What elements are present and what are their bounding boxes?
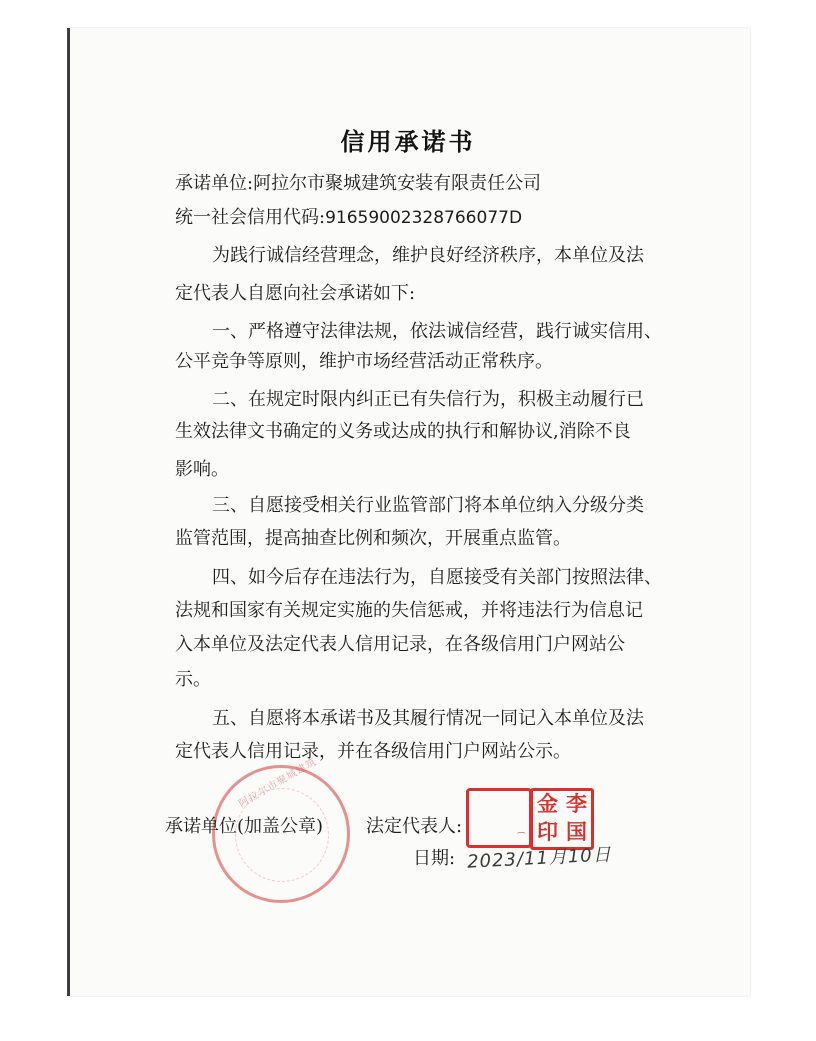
item3-line-1: 三、自愿接受相关行业监管部门将本单位纳入分级分类 (212, 495, 644, 516)
document-title: 信用承诺书 (340, 127, 476, 156)
item1-line-2: 公平竞争等原则，维护市场经营活动正常秩序。 (175, 351, 553, 372)
seal-text: 阿拉尔市聚城建筑 (237, 756, 319, 810)
sign-unit-label: 承诺单位(加盖公章) (165, 816, 324, 837)
stamp-char: 李 (566, 792, 587, 816)
legal-rep-label: 法定代表人: (366, 816, 463, 837)
item1-line-1: 一、严格遵守法律法规，依法诚信经营，践行诚实信用、 (212, 321, 662, 342)
credit-code-line (175, 206, 522, 230)
handwritten-date: 2023/11月10日 (466, 844, 613, 873)
page-edge (68, 28, 70, 996)
intro-line-2: 定代表人自愿向社会承诺如下: (175, 283, 416, 304)
item4-line-1: 四、如今后存在违法行为，自愿接受有关部门按照法律、 (212, 567, 662, 588)
item2-line-3: 影响。 (175, 459, 229, 480)
unit-line: 承诺单位:阿拉尔市聚城建筑安装有限责任公司 (175, 173, 542, 194)
item4-line-2: 法规和国家有关规定实施的失信惩戒，并将违法行为信息记 (175, 600, 643, 621)
stamp-char: 金 (537, 792, 558, 816)
item5-line-2: 定代表人信用记录，并在各级信用门户网站公示。 (175, 741, 571, 762)
item4-line-3: 入本单位及法定代表人信用记录，在各级信用门户网站公 (175, 634, 625, 655)
credit-code-value: 91659002328766077D (325, 208, 523, 228)
date-label: 日期: (413, 848, 456, 869)
credit-code-label: 统一社会信用代码: (175, 207, 326, 228)
stamp-char: 国 (566, 820, 587, 844)
item2-line-2: 生效法律文书确定的义务或达成的执行和解协议,消除不良 (175, 421, 631, 442)
signature-stamp-box (466, 788, 532, 848)
item5-line-1: 五、自愿将本承诺书及其履行情况一同记入本单位及法 (212, 708, 644, 729)
item4-line-4: 示。 (175, 669, 211, 690)
stamp-mark: ⁀ (517, 833, 525, 843)
item3-line-2: 监管范围，提高抽查比例和频次，开展重点监管。 (175, 528, 571, 549)
item2-line-1: 二、在规定时限内纠正已有失信行为，积极主动履行已 (212, 389, 644, 410)
intro-line-1: 为践行诚信经营理念，维护良好经济秩序，本单位及法 (212, 245, 644, 266)
stamp-char: 印 (537, 820, 558, 844)
